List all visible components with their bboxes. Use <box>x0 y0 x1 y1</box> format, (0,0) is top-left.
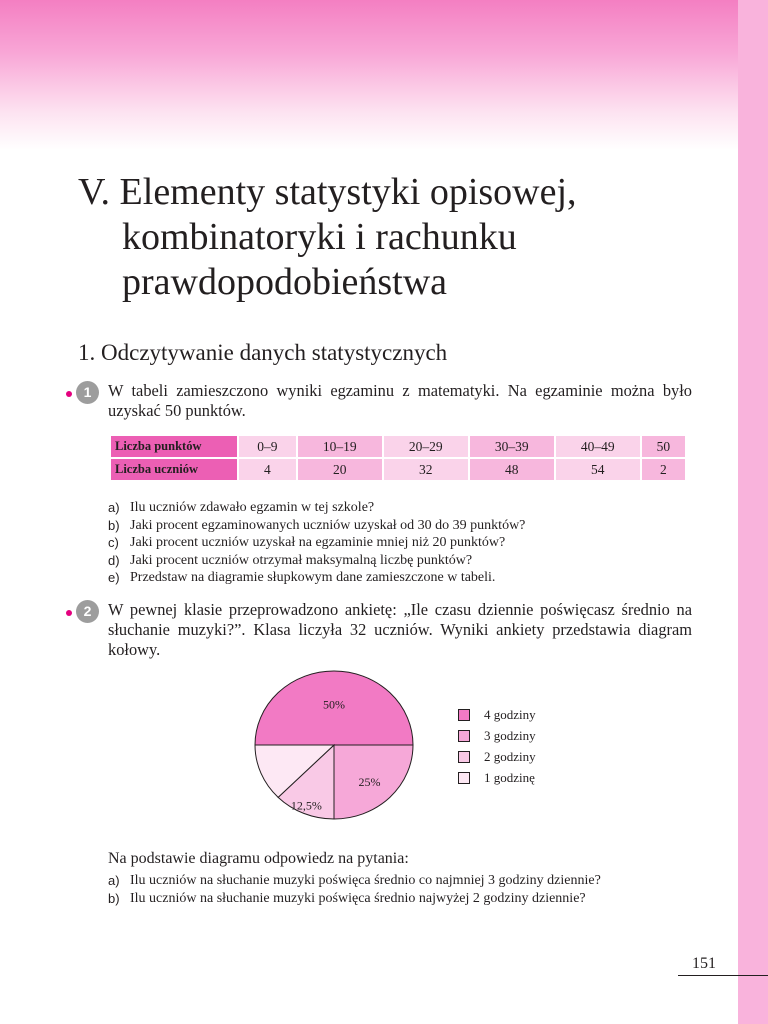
legend-swatch <box>458 730 470 742</box>
table-cell: 50 <box>642 436 685 457</box>
question-letter: a) <box>108 500 120 515</box>
row-header: Liczba uczniów <box>111 459 237 480</box>
section-title: 1. Odczytywanie danych statystycznych <box>78 340 448 365</box>
pie-slice-label: 12,5% <box>290 798 322 813</box>
pie-slice-label: 50% <box>323 697 345 712</box>
question-letter: d) <box>108 552 120 568</box>
exercise-2-marker <box>66 600 106 624</box>
chapter-title-line: kombinatoryki i rachunku <box>122 216 517 258</box>
table-cell: 20–29 <box>384 436 468 457</box>
question-text: Przedstaw na diagramie słupkowym dane zamieszczone w tabeli. <box>130 570 496 585</box>
list-item <box>108 534 708 552</box>
exercise-1-text: W tabeli zamieszczono wyniki egzaminu z matematyki. Na egzaminie można było uzyskać 50 punktów. <box>108 381 692 420</box>
list-item <box>108 890 708 908</box>
exercise-number: 1 <box>76 381 99 404</box>
question-letter: e) <box>108 570 120 585</box>
legend-swatch <box>458 772 470 784</box>
list-item <box>108 552 708 570</box>
list-item <box>108 872 708 890</box>
question-letter: b) <box>108 517 120 533</box>
question-text: Jaki procent uczniów otrzymał maksymalną liczbę punktów? <box>130 552 473 568</box>
page-number-rule <box>678 975 768 976</box>
list-item <box>108 517 708 535</box>
question-text: Ilu uczniów na słuchanie muzyki poświęca średnio co najmniej 3 godziny dziennie? <box>130 873 601 888</box>
table-row <box>111 436 685 457</box>
pie-chart <box>253 669 415 821</box>
exam-results-table <box>109 434 687 482</box>
exercise-1-questions <box>108 499 708 587</box>
exercise-2-text: W pewnej klasie przeprowadzono ankietę: „Ile czasu dziennie poświęcasz średnio na słuchanie muzyki?”. Klasa liczyła 32 uczniów. Wyniki ankiety przedstawia diagram kołowy. <box>108 600 692 659</box>
exercise-2-questions <box>108 872 708 907</box>
question-letter: b) <box>108 890 120 906</box>
table-cell: 2 <box>642 459 685 480</box>
exercise-2-subheading: Na podstawie diagramu odpowiedz na pytania: <box>108 850 409 867</box>
row-header: Liczba punktów <box>111 436 237 457</box>
legend-item <box>458 767 536 788</box>
bullet-dot-icon <box>66 391 72 397</box>
question-text: Jaki procent egzaminowanych uczniów uzyskał od 30 do 39 punktów? <box>130 517 526 533</box>
exercise-number: 2 <box>76 600 99 623</box>
legend-label: 3 godziny <box>484 727 536 743</box>
table-cell: 20 <box>298 459 382 480</box>
question-text: Jaki procent uczniów uzyskał na egzaminie mniej niż 20 punktów? <box>130 535 506 550</box>
chart-legend <box>458 704 536 788</box>
question-letter: a) <box>108 873 120 888</box>
table-cell: 30–39 <box>470 436 554 457</box>
bullet-dot-icon <box>66 610 72 616</box>
legend-item <box>458 725 536 746</box>
legend-label: 1 godzinę <box>484 769 535 785</box>
question-letter: c) <box>108 535 119 550</box>
legend-swatch <box>458 709 470 721</box>
legend-label: 2 godziny <box>484 748 536 764</box>
table-cell: 54 <box>556 459 640 480</box>
list-item <box>108 499 708 517</box>
table-cell: 0–9 <box>239 436 296 457</box>
legend-item <box>458 746 536 767</box>
chapter-title-line: prawdopodobieństwa <box>122 261 448 303</box>
table-cell: 48 <box>470 459 554 480</box>
question-text: Ilu uczniów zdawało egzamin w tej szkole? <box>130 500 375 515</box>
table-row <box>111 459 685 480</box>
table-cell: 32 <box>384 459 468 480</box>
chapter-title <box>78 170 718 305</box>
legend-item <box>458 704 536 725</box>
table-cell: 10–19 <box>298 436 382 457</box>
question-text: Ilu uczniów na słuchanie muzyki poświęca średnio najwyżej 2 godziny dziennie? <box>130 890 586 906</box>
pie-slice-label: 25% <box>358 775 381 789</box>
side-strip <box>738 0 768 1024</box>
table-cell: 40–49 <box>556 436 640 457</box>
table-cell: 4 <box>239 459 296 480</box>
legend-label: 4 godziny <box>484 706 536 722</box>
list-item <box>108 569 708 587</box>
page-number: 151 <box>692 955 716 972</box>
exercise-1-marker <box>66 381 106 405</box>
legend-swatch <box>458 751 470 763</box>
header-band <box>0 0 738 150</box>
chapter-title-line: V. Elementy statystyki opisowej, <box>78 171 577 213</box>
